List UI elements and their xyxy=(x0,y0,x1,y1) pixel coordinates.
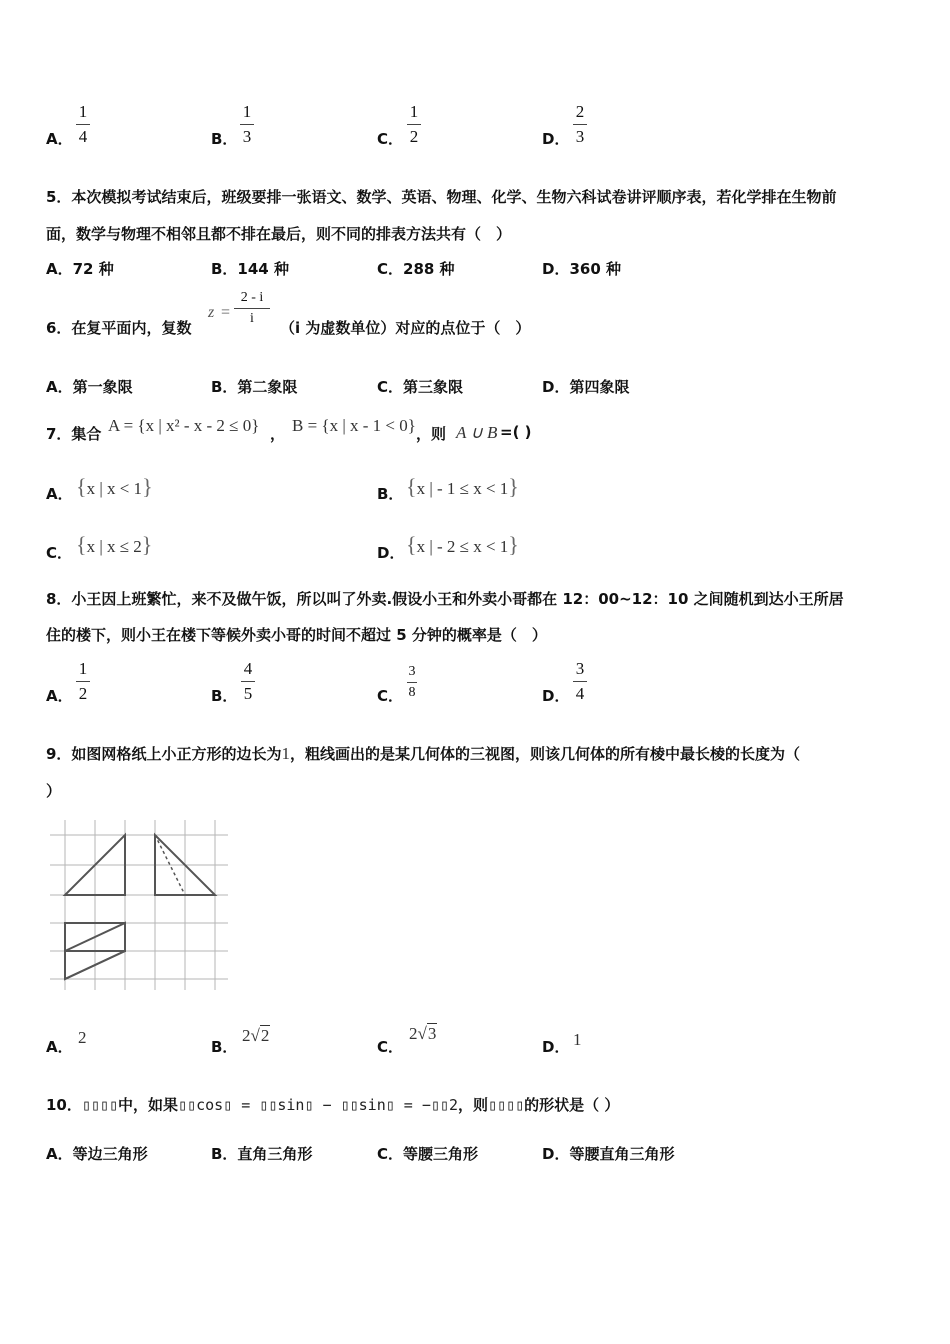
q7-option-c-set: {x | x ≤ 2} xyxy=(76,532,153,557)
q6-complex-fraction: 2 - i i xyxy=(234,290,270,327)
q7-set-b: B = {x | x - 1 < 0} xyxy=(292,416,416,435)
q10-stem: 10．▯▯▯▯中，如果▯▯cos▯ = ▯▯sin▯ − ▯▯sin▯ = −▯▯2，则▯▯▯▯的形状是（ ） xyxy=(46,1096,620,1114)
q7-set-a: A = {x | x² - x - 2 ≤ 0} xyxy=(108,416,260,435)
q8-option-a-fraction: 1 2 xyxy=(76,659,90,704)
q9-option-a-value: 2 xyxy=(78,1028,87,1047)
q4-option-c-fraction: 1 2 xyxy=(407,102,421,147)
q7-option-c-letter: C． xyxy=(46,544,73,562)
q4-option-c-letter: C． xyxy=(377,130,404,148)
q4-option-b-fraction: 1 3 xyxy=(240,102,254,147)
q7-equals-blank: =( ) xyxy=(500,423,532,441)
q7-option-b-letter: B． xyxy=(377,485,404,503)
q10-option-b: B．直角三角形 xyxy=(211,1145,313,1163)
q8-option-b-fraction: 4 5 xyxy=(241,659,255,704)
q5-stem-line1: 5．本次模拟考试结束后，班级要排一张语文、数学、英语、物理、化学、生物六科试卷讲评顺序表，若化学排在生物前 xyxy=(46,188,837,206)
q9-option-c-value: 2√3 xyxy=(409,1024,437,1043)
q6-option-b: B．第二象限 xyxy=(211,378,298,396)
q10-option-c: C．等腰三角形 xyxy=(377,1145,479,1163)
q9-option-c-letter: C． xyxy=(377,1038,404,1056)
q5-option-a: A．72 种 xyxy=(46,260,114,278)
q8-option-b-letter: B． xyxy=(211,687,238,705)
q7-option-b-set: {x | - 1 ≤ x < 1} xyxy=(406,474,519,499)
q7-comma: ， xyxy=(270,425,286,443)
q4-option-a-fraction: 1 4 xyxy=(76,102,90,147)
q8-option-d-fraction: 3 4 xyxy=(573,659,587,704)
q7-option-a-set: {x | x < 1} xyxy=(76,474,153,499)
q9-stem-line1: 9．如图网格纸上小正方形的边长为1，粗线画出的是某几何体的三视图，则该几何体的所有棱中最长棱的长度为（ xyxy=(46,744,800,763)
q7-then: ，则 xyxy=(416,425,447,443)
q8-option-c-fraction: 3 8 xyxy=(408,664,416,700)
q5-option-c: C．288 种 xyxy=(377,260,455,278)
q6-option-a: A．第一象限 xyxy=(46,378,133,396)
q10-option-a: A．等边三角形 xyxy=(46,1145,148,1163)
sqrt-sign: √2 xyxy=(250,1026,270,1045)
q5-stem-line2: 面，数学与物理不相邻且都不排在最后，则不同的排表方法共有（ ） xyxy=(46,225,512,243)
q8-option-d-letter: D． xyxy=(542,687,570,705)
q10-missing-glyphs-1: ▯▯▯▯ xyxy=(81,1096,118,1114)
q7-option-d-letter: D． xyxy=(377,544,405,562)
q10-missing-glyphs-3: ▯▯▯▯ xyxy=(488,1096,525,1114)
q5-option-b: B．144 种 xyxy=(211,260,289,278)
q9-option-d-value: 1 xyxy=(573,1030,582,1049)
q8-stem-line1: 8．小王因上班繁忙，来不及做午饭，所以叫了外卖.假设小王和外卖小哥都在 12：00~12：10 之间随机到达小王所居 xyxy=(46,590,844,608)
q9-stem-line2: ） xyxy=(46,782,62,800)
q10-missing-glyphs-2: ▯▯cos▯ = ▯▯sin▯ − ▯▯sin▯ = −▯▯2 xyxy=(178,1096,458,1114)
q10-option-d: D．等腰直角三角形 xyxy=(542,1145,675,1163)
q9-option-d-letter: D． xyxy=(542,1038,570,1056)
grid-lines xyxy=(50,820,228,990)
sqrt-sign: √3 xyxy=(417,1024,437,1043)
q7-option-a-letter: A． xyxy=(46,485,73,503)
q6-stem-prefix: 6．在复平面内，复数 xyxy=(46,319,192,337)
q6-option-d: D．第四象限 xyxy=(542,378,630,396)
q7-union-expression: A ∪ B xyxy=(456,423,498,442)
q5-option-d: D．360 种 xyxy=(542,260,621,278)
q9-option-b-value: 2√2 xyxy=(242,1026,270,1045)
q7-stem-prefix: 7．集合 xyxy=(46,425,102,443)
q9-option-a-letter: A． xyxy=(46,1038,73,1056)
q4-option-d-fraction: 2 3 xyxy=(573,102,587,147)
q6-equals: = xyxy=(221,304,231,321)
q8-option-a-letter: A． xyxy=(46,687,73,705)
q7-option-d-set: {x | - 2 ≤ x < 1} xyxy=(406,532,519,557)
q4-option-d-letter: D． xyxy=(542,130,570,148)
q6-option-c: C．第三象限 xyxy=(377,378,464,396)
q8-option-c-letter: C． xyxy=(377,687,404,705)
q8-stem-line2: 住的楼下，则小王在楼下等候外卖小哥的时间不超过 5 分钟的概率是（ ） xyxy=(46,626,547,644)
q6-stem-suffix: （i 为虚数单位）对应的点位于（ ） xyxy=(280,319,531,337)
three-view-figure xyxy=(48,818,230,992)
q6-variable-z: z xyxy=(208,304,215,321)
q4-option-b-letter: B． xyxy=(211,130,238,148)
q9-option-b-letter: B． xyxy=(211,1038,238,1056)
q4-option-a-letter: A． xyxy=(46,130,73,148)
